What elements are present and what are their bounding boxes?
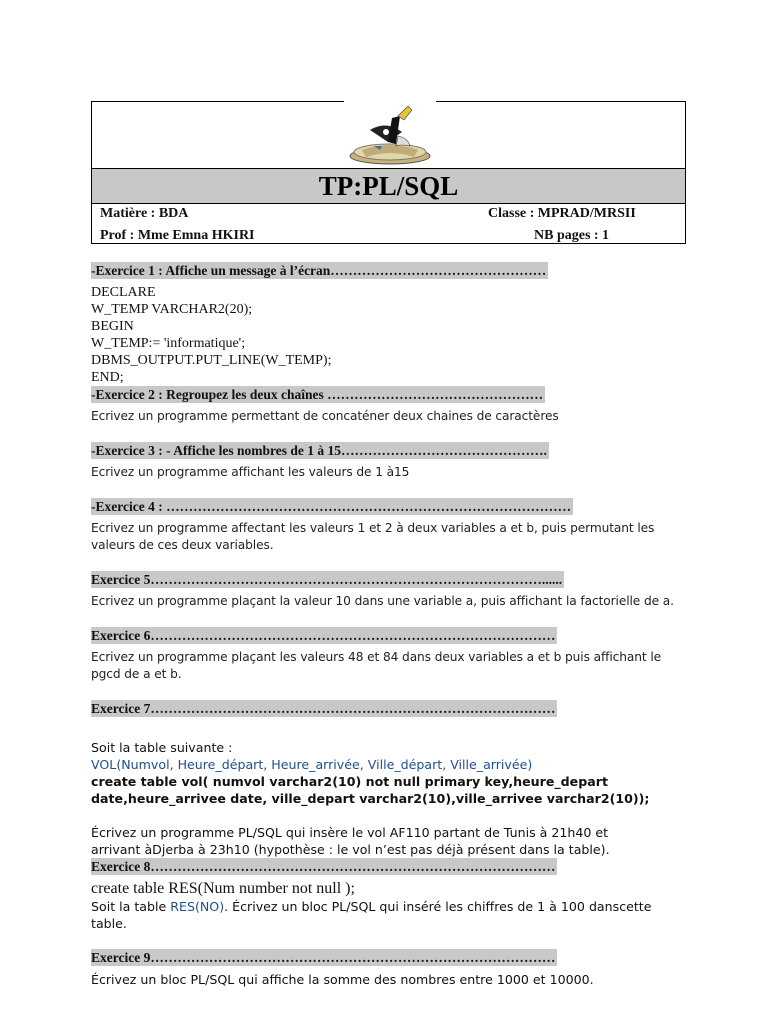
- code-line: W_TEMP:= 'informatique';: [91, 336, 246, 351]
- exercise-5-text: Ecrivez un programme plaçant la valeur 10 dans une variable a, puis affichant la factorielle de a.: [91, 594, 674, 608]
- task-suffix: . Écrivez un bloc PL/SQL qui inséré les chiffres de 1 à 100 danscette: [224, 899, 652, 914]
- exercise-7-task-2: arrivant àDjerba à 23h10 (hypothèse : le vol n’est pas déjà présent dans la table).: [91, 842, 610, 857]
- code-line: W_TEMP VARCHAR2(20);: [91, 302, 253, 317]
- exercise-4-heading: -Exercice 4 : ………………………………………………………………………………: [91, 499, 572, 514]
- header-box: [91, 101, 686, 244]
- vol-table-name: VOL: [91, 757, 117, 772]
- exercise-2-text: Ecrivez un programme permettant de concaténer deux chaines de caractères: [91, 409, 559, 423]
- exercise-1-code: [91, 284, 681, 386]
- create-vol-line-1: create table vol( numvol varchar2(10) not null primary key,heure_depart: [91, 774, 608, 789]
- header-row-2: [92, 225, 685, 247]
- exercise-8-task-2: table.: [91, 916, 127, 931]
- exercise-1-heading: -Exercice 1 : Affiche un message à l’écran…………………………………………: [91, 263, 547, 278]
- code-line: END;: [91, 370, 124, 385]
- exercise-3-text: Ecrivez un programme affichant les valeurs de 1 à15: [91, 465, 410, 479]
- exercise-5-heading: Exercice 5……………………………………………………………………………......: [91, 572, 563, 587]
- page-title: TP:PL/SQL: [92, 168, 685, 204]
- exercise-8-task: [91, 898, 681, 915]
- create-vol-line-2: date,heure_arrivee date, ville_depart varchar2(10),ville_arrivee varchar2(10));: [91, 791, 650, 806]
- code-line: DBMS_OUTPUT.PUT_LINE(W_TEMP);: [91, 353, 332, 368]
- exercise-2-heading: -Exercice 2 : Regroupez les deux chaînes …………………………………………: [91, 387, 544, 402]
- exercise-7-intro: Soit la table suivante :: [91, 740, 233, 755]
- exercise-9-task: Écrivez un bloc PL/SQL qui affiche la somme des nombres entre 1000 et 10000.: [91, 972, 594, 987]
- exercise-8-heading: Exercice 8………………………………………………………………………………: [91, 859, 556, 874]
- task-prefix: Soit la table: [91, 899, 171, 914]
- vol-table-columns: (Numvol, Heure_départ, Heure_arrivée, Ville_départ, Ville_arrivée): [116, 757, 533, 772]
- exercise-9-heading: Exercice 9………………………………………………………………………………: [91, 950, 556, 965]
- page-count-label: NB pages : 1: [534, 228, 610, 243]
- exercise-7-heading: Exercice 7………………………………………………………………………………: [91, 701, 556, 716]
- code-line: DECLARE: [91, 285, 156, 300]
- code-line: BEGIN: [91, 319, 134, 334]
- create-res-line: create table RES(Num number not null );: [91, 880, 355, 897]
- exercise-7-task-1: Écrivez un programme PL/SQL qui insère le vol AF110 partant de Tunis à 21h40 et: [91, 825, 609, 840]
- header-row-1: [92, 203, 685, 225]
- exercise-6-text: Ecrivez un programme plaçant les valeurs 48 et 84 dans deux variables a et b puis affichant le pgcd de a et b.: [91, 650, 662, 681]
- exercise-6-heading: Exercice 6………………………………………………………………………………: [91, 628, 556, 643]
- exercise-4-text: Ecrivez un programme affectant les valeurs 1 et 2 à deux variables a et b, puis permutant les valeurs de ces deux variables.: [91, 521, 655, 552]
- exercise-list: [91, 262, 681, 988]
- vol-schema: [91, 756, 681, 773]
- res-table-ref: RES(NO): [170, 899, 225, 914]
- exercise-3-heading: -Exercice 3 : - Affiche les nombres de 1 à 15……………………………………….: [91, 443, 547, 458]
- teacher-label: Prof : Mme Emna HKIRI: [100, 228, 255, 243]
- institution-logo: [342, 102, 438, 168]
- subject-label: Matière : BDA: [100, 206, 189, 221]
- class-label: Classe : MPRAD/MRSII: [488, 206, 636, 221]
